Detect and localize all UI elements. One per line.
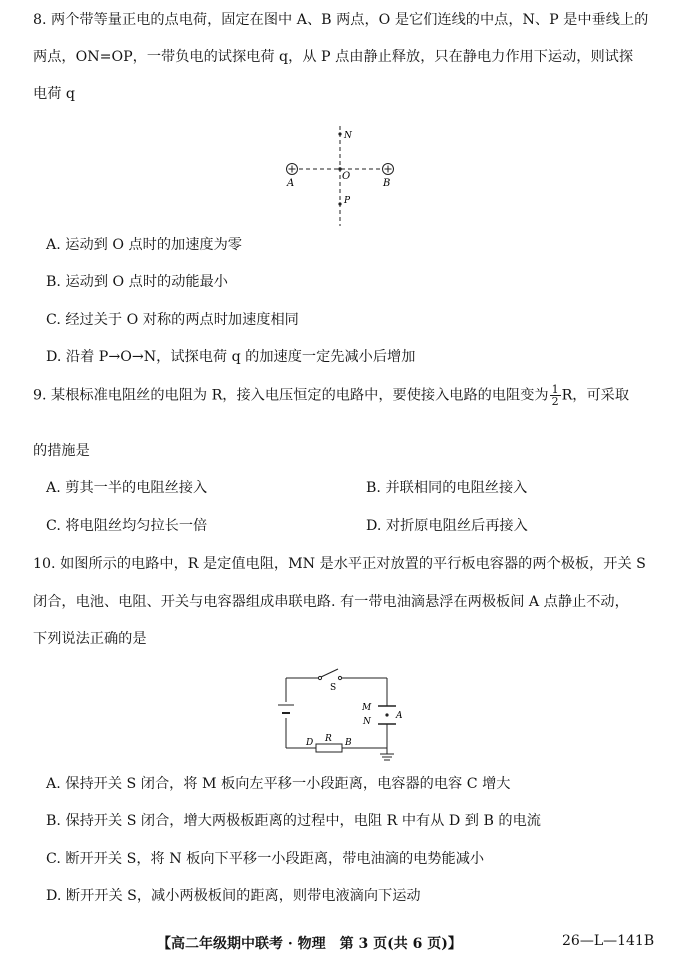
q10-option-c: C. 断开开关 S，将 N 板向下平移一小段距离，带电油滴的电势能减小 bbox=[46, 851, 485, 867]
label-R: R bbox=[325, 734, 332, 744]
label-O: O bbox=[342, 171, 351, 182]
q9-stem-post: R，可采取 bbox=[561, 387, 630, 404]
q9-option-a: A. 剪其一半的电阻丝接入 bbox=[46, 480, 208, 496]
q10-circuit-figure bbox=[274, 666, 414, 766]
q10-option-a: A. 保持开关 S 闭合，将 M 板向左平移一小段距离，电容器的电容 C 增大 bbox=[46, 776, 511, 792]
q9-stem-line2: 的措施是 bbox=[33, 443, 90, 459]
q8-stem-line1: 8. 两个带等量正电的点电荷，固定在图中 A、B 两点，O 是它们连线的中点，N、P 是中垂线上的 bbox=[33, 12, 649, 28]
q9-option-b: B. 并联相同的电阻丝接入 bbox=[366, 480, 528, 496]
q9-option-d: D. 对折原电阻丝后再接入 bbox=[366, 518, 528, 534]
exam-code: 26—L—141B bbox=[562, 933, 655, 949]
page-footer: 【高二年级期中联考 · 物理 第 3 页(共 6 页)】 bbox=[157, 936, 462, 952]
label-B: B bbox=[345, 738, 352, 748]
q10-stem-line1: 10. 如图所示的电路中，R 是定值电阻，MN 是水平正对放置的平行板电容器的两个极板，开关 S bbox=[33, 556, 646, 572]
q8-option-c: C. 经过关于 O 对称的两点时加速度相同 bbox=[46, 312, 299, 328]
label-A: A bbox=[287, 178, 295, 189]
label-N: N bbox=[344, 131, 352, 141]
label-D: D bbox=[306, 738, 314, 748]
q8-stem-line2: 两点，ON=OP，一带负电的试探电荷 q，从 P 点由静止释放，只在静电力作用下运动，则试探 bbox=[33, 49, 634, 65]
q9-stem-pre: 9. 某根标准电阻丝的电阻为 R，接入电压恒定的电路中，要使接入电路的电阻变为 bbox=[33, 387, 549, 404]
q9-fraction bbox=[550, 384, 561, 407]
q10-stem-line2: 闭合，电池、电阻、开关与电容器组成串联电路. 有一带电油滴悬浮在两极板间 A 点静止不动， bbox=[33, 594, 629, 610]
q10-stem-line3: 下列说法正确的是 bbox=[33, 631, 147, 647]
q8-charge-figure bbox=[278, 124, 408, 229]
label-A: A bbox=[396, 711, 403, 721]
q10-option-d: D. 断开开关 S，减小两极板间的距离，则带电液滴向下运动 bbox=[46, 888, 421, 904]
label-N: N bbox=[363, 717, 371, 727]
q8-option-a: A. 运动到 O 点时的加速度为零 bbox=[46, 237, 242, 253]
q8-stem-line3: 电荷 q bbox=[33, 86, 75, 102]
q10-option-b: B. 保持开关 S 闭合，增大两极板距离的过程中，电阻 R 中有从 D 到 B 的电流 bbox=[46, 813, 541, 829]
label-M: M bbox=[362, 703, 372, 713]
label-S: S bbox=[330, 683, 337, 693]
q8-option-b: B. 运动到 O 点时的动能最小 bbox=[46, 274, 228, 290]
q8-option-d: D. 沿着 P→O→N，试探电荷 q 的加速度一定先减小后增加 bbox=[46, 349, 416, 365]
label-B: B bbox=[383, 178, 391, 189]
q9-stem-line1 bbox=[33, 384, 629, 407]
fraction-denominator: 2 bbox=[551, 395, 559, 408]
label-P: P bbox=[344, 196, 351, 206]
fraction-numerator: 1 bbox=[551, 383, 559, 396]
q9-option-c: C. 将电阻丝均匀拉长一倍 bbox=[46, 518, 208, 534]
